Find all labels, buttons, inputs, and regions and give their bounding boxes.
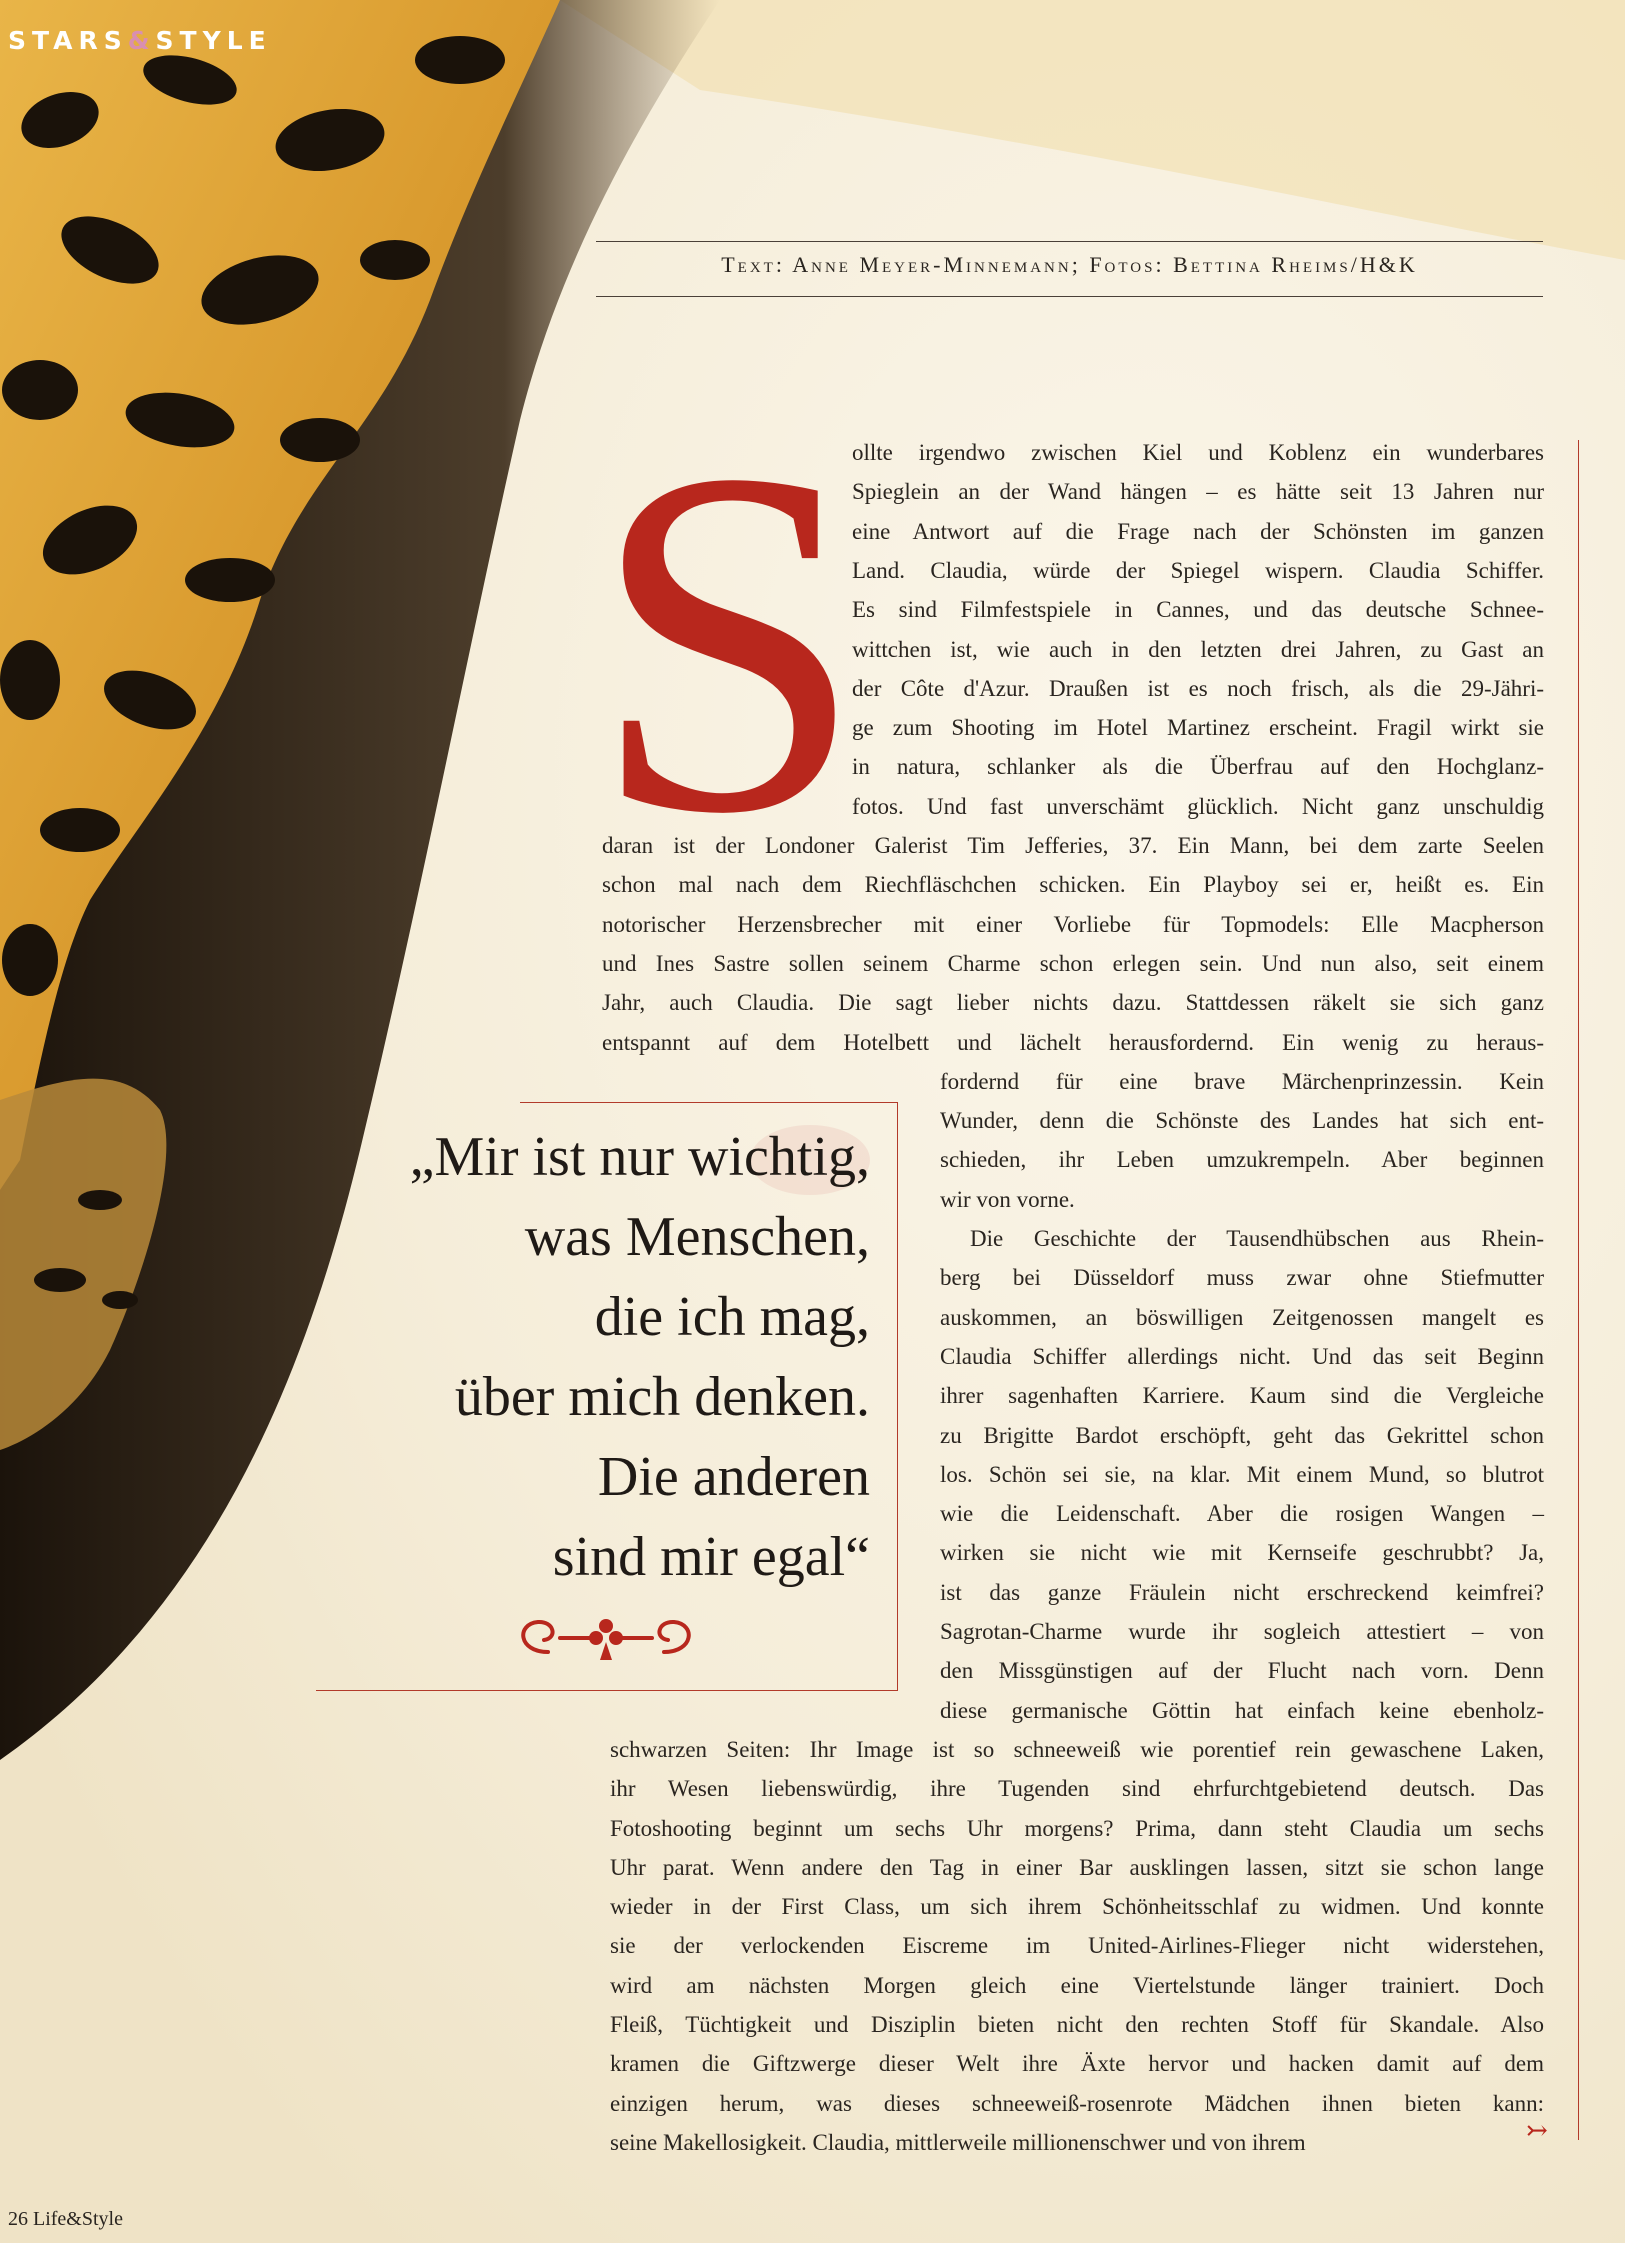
body-text-line: schon mal nach dem Riechfläschchen schicken. Ein Playboy sei er, heißt es. Ein [602,872,1544,898]
body-text-line: Es sind Filmfestspiele in Cannes, und das deutsche Schnee- [852,597,1544,623]
body-text-line: wirken sie nicht wie mit Kernseife geschrubbt? Ja, [940,1540,1544,1566]
pullquote-top-rule [520,1102,897,1103]
credits-rule-top [596,241,1543,242]
section-header [8,26,272,55]
body-text-line: der Côte d'Azur. Draußen ist es noch frisch, als die 29-Jähri- [852,675,1544,701]
body-text-line: Fotoshooting beginnt um sechs Uhr morgens? Prima, dann steht Claudia um sechs [610,1815,1544,1841]
body-text-line: den Missgünstigen auf der Flucht nach vorn. Denn [940,1658,1544,1684]
body-text-line: auskommen, an böswilligen Zeitgenossen mangelt es [940,1304,1544,1330]
body-text-line: Uhr parat. Wenn andere den Tag in einer Bar ausklingen lassen, sitzt sie schon lange [610,1854,1544,1880]
body-text-line: ist das ganze Fräulein nicht erschreckend keimfrei? [940,1579,1544,1605]
credits-rule-bottom [596,296,1543,297]
body-text-line: fotos. Und fast unverschämt glücklich. Nicht ganz unschuldig [852,793,1544,819]
body-text-line: notorischer Herzensbrecher mit einer Vorliebe für Topmodels: Elle Macpherson [602,911,1544,937]
body-text-line: Sagrotan-Charme wurde ihr sogleich attestiert – von [940,1619,1544,1644]
body-text-line: schwarzen Seiten: Ihr Image ist so schneeweiß wie porentief rein gewaschene Laken, [610,1736,1544,1762]
section-label-ampersand: & [127,26,156,55]
body-text-line: in natura, schlanker als die Überfrau auf den Hochglanz- [852,754,1544,780]
photo-credits: Text: Anne Meyer-Minnemann; Fotos: Bettina Rheims/H&K [721,252,1418,277]
body-text-line: Jahr, auch Claudia. Die sagt lieber nichts dazu. Stattdessen räkelt sie sich ganz [602,990,1544,1016]
body-text-line: einzigen herum, was dieses schneeweiß-rosenrote Mädchen ihnen bieten kann: [610,2090,1544,2116]
body-text-line: Die Geschichte der Tausendhübschen aus Rhein- [970,1226,1544,1251]
pullquote-bottom-rule [316,1690,898,1691]
page-number: 26 [8,2208,28,2230]
body-text-line: Spieglein an der Wand hängen – es hätte seit 13 Jahren nur [852,479,1544,505]
body-text-line: eine Antwort auf die Frage nach der Schönsten im ganzen [852,518,1544,544]
section-label-stars: STARS [8,26,128,55]
body-text-line: kramen die Giftzwerge dieser Welt ihre Äxte hervor und hacken damit auf dem [610,2051,1544,2077]
body-text-line: Wunder, denn die Schönste des Landes hat sich ent- [940,1108,1544,1134]
body-text-line: Fleiß, Tüchtigkeit und Disziplin bieten nicht den rechten Stoff für Skandale. Also [610,2012,1544,2037]
body-text-line: ihrer sagenhaften Karriere. Kaum sind die Vergleiche [940,1383,1544,1409]
magazine-name: Life&Style [33,2208,123,2230]
body-text-line: ihr Wesen liebenswürdig, ihre Tugenden sind ehrfurchtgebietend deutsch. Das [610,1776,1544,1802]
pullquote-right-rule [897,1102,898,1690]
body-text-line: wird am nächsten Morgen gleich eine Viertelstunde länger trainiert. Doch [610,1972,1544,1998]
body-text-line: daran ist der Londoner Galerist Tim Jefferies, 37. Ein Mann, bei dem zarte Seelen [602,833,1544,858]
body-text-line: und Ines Sastre sollen seinem Charme schon erlegen sein. Und nun also, seit einem [602,950,1544,976]
article-right-rule [1578,440,1579,2140]
pull-quote-line: Die anderen [597,1446,870,1508]
pull-quote-line: sind mir egal“ [552,1526,870,1588]
body-text-line: sie der verlockenden Eiscreme im United-Airlines-Flieger nicht widerstehen, [610,1933,1544,1959]
pull-quote-line: die ich mag, [594,1286,870,1348]
body-text-line: los. Schön sei sie, na klar. Mit einem Mund, so blutrot [940,1461,1544,1487]
body-text-line: Land. Claudia, würde der Spiegel wispern. Claudia Schiffer. [852,557,1544,583]
body-text-line: wir von vorne. [940,1186,1075,1212]
pull-quote-line: über mich denken. [454,1366,870,1428]
ornament-flourish-icon [508,1612,704,1664]
body-text-line: ge zum Shooting im Hotel Martinez erscheint. Fragil wirkt sie [852,715,1544,741]
body-text-line: zu Brigitte Bardot erschöpft, geht das Gekrittel schon [940,1422,1544,1448]
body-text-line: schieden, ihr Leben umzukrempeln. Aber beginnen [940,1147,1544,1173]
body-text-line: ollte irgendwo zwischen Kiel und Koblenz ein wunderbares [852,440,1544,465]
body-text-line: entspannt auf dem Hotelbett und lächelt herausfordernd. Ein wenig zu heraus- [602,1029,1544,1055]
body-text-line: wieder in der First Class, um sich ihrem Schönheitsschlaf zu widmen. Und konnte [610,1894,1544,1920]
page-footer [8,2208,123,2231]
body-text-line: Claudia Schiffer allerdings nicht. Und das seit Beginn [940,1343,1544,1369]
pull-quote-line: „Mir ist nur wichtig, [409,1126,870,1188]
body-text-line: seine Makellosigkeit. Claudia, mittlerweile millionenschwer und von ihrem [610,2129,1306,2155]
body-text-line: berg bei Düsseldorf muss zwar ohne Stiefmutter [940,1265,1544,1291]
drop-cap: S [590,368,866,916]
section-label-style: STYLE [155,26,272,55]
body-text-line: wittchen ist, wie auch in den letzten drei Jahren, zu Gast an [852,636,1544,662]
body-text-line: diese germanische Göttin hat einfach keine ebenholz- [940,1697,1544,1723]
body-text-line: wie die Leidenschaft. Aber die rosigen Wangen – [940,1501,1544,1527]
body-text-line: fordernd für eine brave Märchenprinzessin. Kein [940,1068,1544,1094]
pull-quote-line: was Menschen, [524,1206,870,1268]
continue-arrow-icon: ↣ [1526,2116,1548,2146]
